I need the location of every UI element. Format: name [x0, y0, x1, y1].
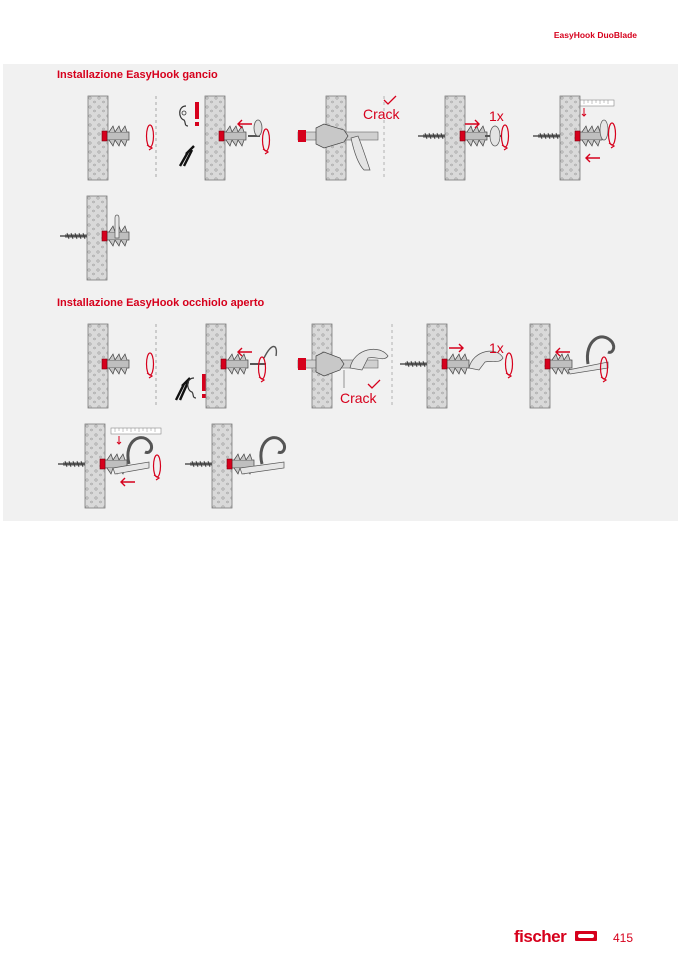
- arrow-right-icon: [449, 344, 463, 352]
- header-title: EasyHook DuoBlade: [553, 30, 637, 40]
- arrow-left-icon: [238, 120, 252, 128]
- crack-label: Crack: [340, 390, 377, 406]
- page-number: 415: [613, 931, 634, 945]
- open-eye-hook-icon: [568, 337, 614, 374]
- rotate-arrow-icon: [147, 125, 154, 150]
- occhiolo-step-2: [172, 322, 282, 412]
- ear-icon: [188, 378, 196, 398]
- once-label: 1x: [489, 340, 504, 356]
- gancio-step-3: [296, 94, 406, 184]
- ruler-icon: [580, 100, 614, 116]
- ear-icon: [180, 106, 188, 126]
- brand-logo: fischer: [514, 927, 567, 946]
- occhiolo-step-5: [528, 322, 628, 412]
- arrow-left-icon: [121, 478, 135, 486]
- arrow-right-icon: [465, 120, 479, 128]
- gancio-step-6: [57, 194, 137, 284]
- warning-exclamation-icon: [195, 102, 199, 126]
- gancio-step-1: [85, 94, 165, 184]
- ruler-icon: [111, 428, 161, 444]
- occhiolo-step-3: [296, 322, 406, 412]
- gancio-step-2: [172, 94, 267, 184]
- arrow-left-icon: [238, 348, 252, 356]
- section-title-occhiolo: Installazione EasyHook occhiolo aperto: [57, 297, 265, 309]
- occhiolo-step-4: [425, 322, 525, 412]
- rotate-arrow-icon: [147, 353, 154, 378]
- once-label: 1x: [489, 108, 504, 124]
- occhiolo-step-6: [57, 422, 167, 512]
- occhiolo-step-7: [180, 422, 290, 512]
- gancio-step-5: [532, 94, 622, 184]
- check-icon: [368, 380, 380, 388]
- hook-icon: [115, 215, 119, 238]
- warning-exclamation-icon: [202, 374, 206, 398]
- arrow-left-icon: [586, 154, 600, 162]
- gancio-step-4: [425, 94, 515, 184]
- section-title-gancio: Installazione EasyHook gancio: [57, 69, 218, 81]
- pliers-icon: [180, 146, 194, 166]
- brand-badge-icon: [575, 931, 597, 941]
- check-icon: [384, 96, 396, 104]
- occhiolo-step-1: [85, 322, 165, 412]
- crack-label: Crack: [363, 106, 400, 122]
- open-eye-hook-icon: [240, 438, 285, 474]
